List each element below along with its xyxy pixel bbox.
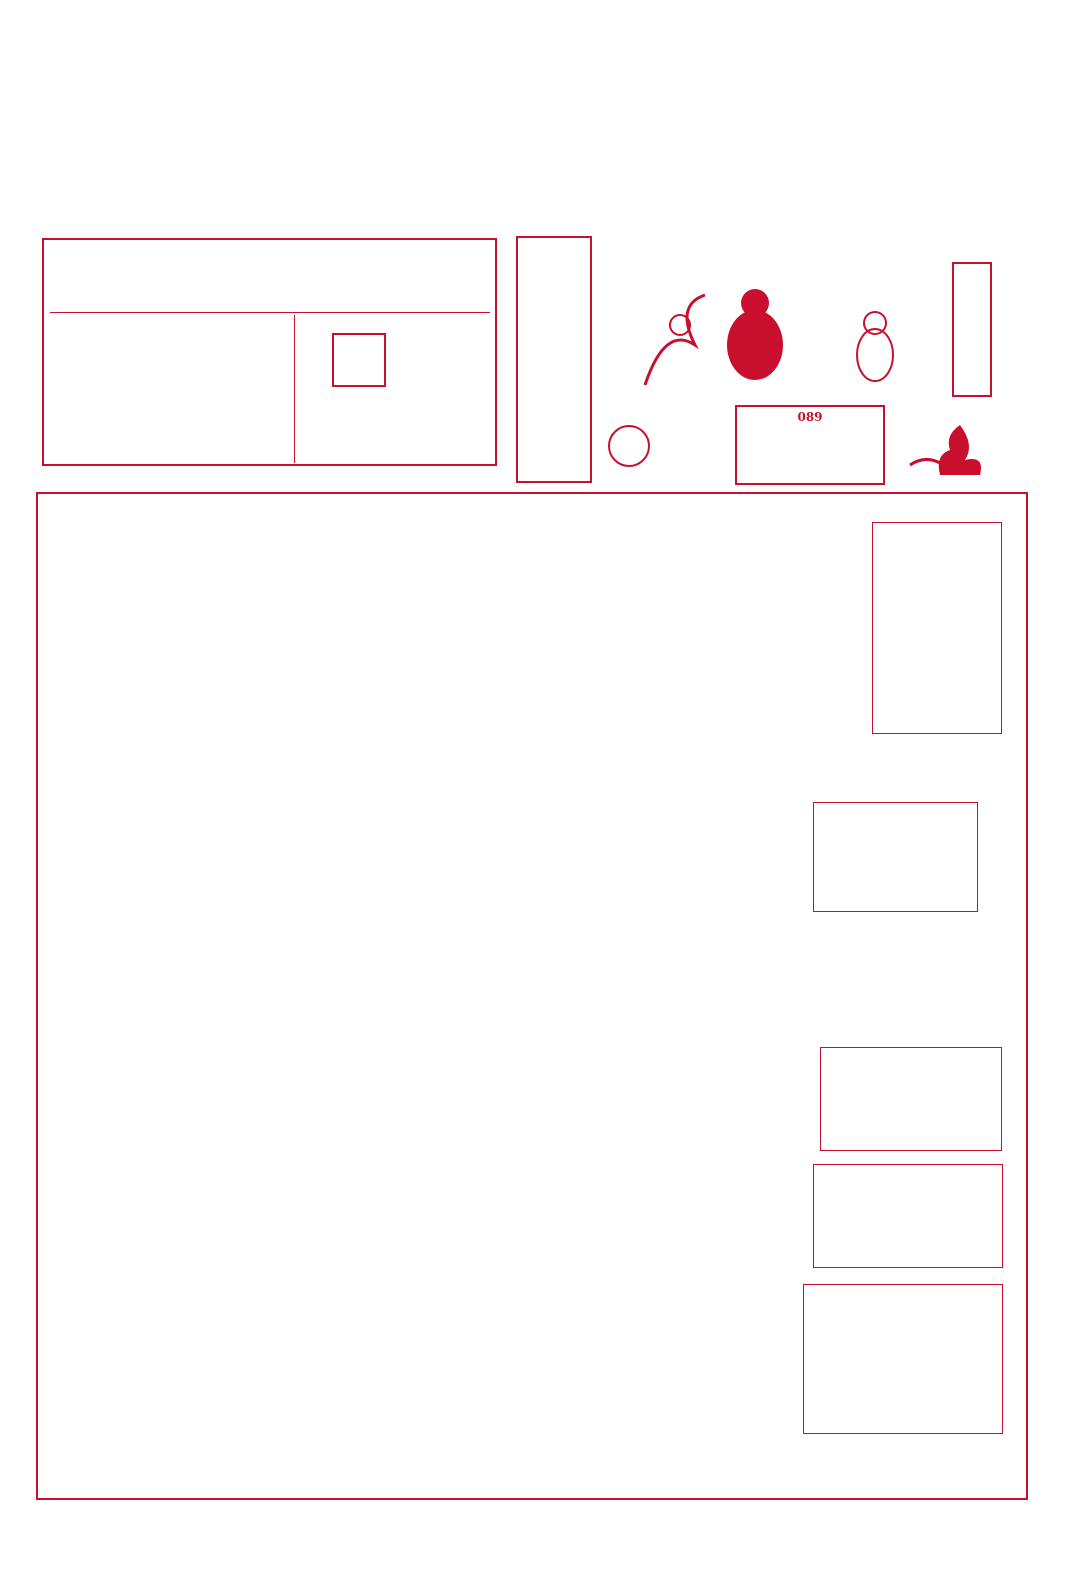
blank-box bbox=[803, 1284, 1003, 1434]
leifeng-panel bbox=[42, 238, 497, 466]
oil-poem-box bbox=[872, 522, 1002, 734]
teletubbies-illustration bbox=[605, 235, 930, 405]
divider bbox=[294, 315, 295, 463]
head-tail-poem bbox=[516, 236, 592, 483]
wisdom-glyph bbox=[332, 333, 386, 387]
emperor-clue bbox=[608, 425, 656, 472]
teletubbies-panel bbox=[605, 235, 930, 405]
main-content bbox=[36, 492, 1028, 1500]
dream-box bbox=[813, 802, 978, 912]
history-box: 089 bbox=[735, 405, 885, 485]
emperor-glyph bbox=[608, 425, 650, 467]
red-green-box bbox=[952, 262, 992, 397]
divider bbox=[50, 312, 490, 313]
ghost-box bbox=[813, 1164, 1003, 1268]
fire-icon bbox=[905, 415, 995, 485]
exam-box bbox=[820, 1047, 1002, 1151]
